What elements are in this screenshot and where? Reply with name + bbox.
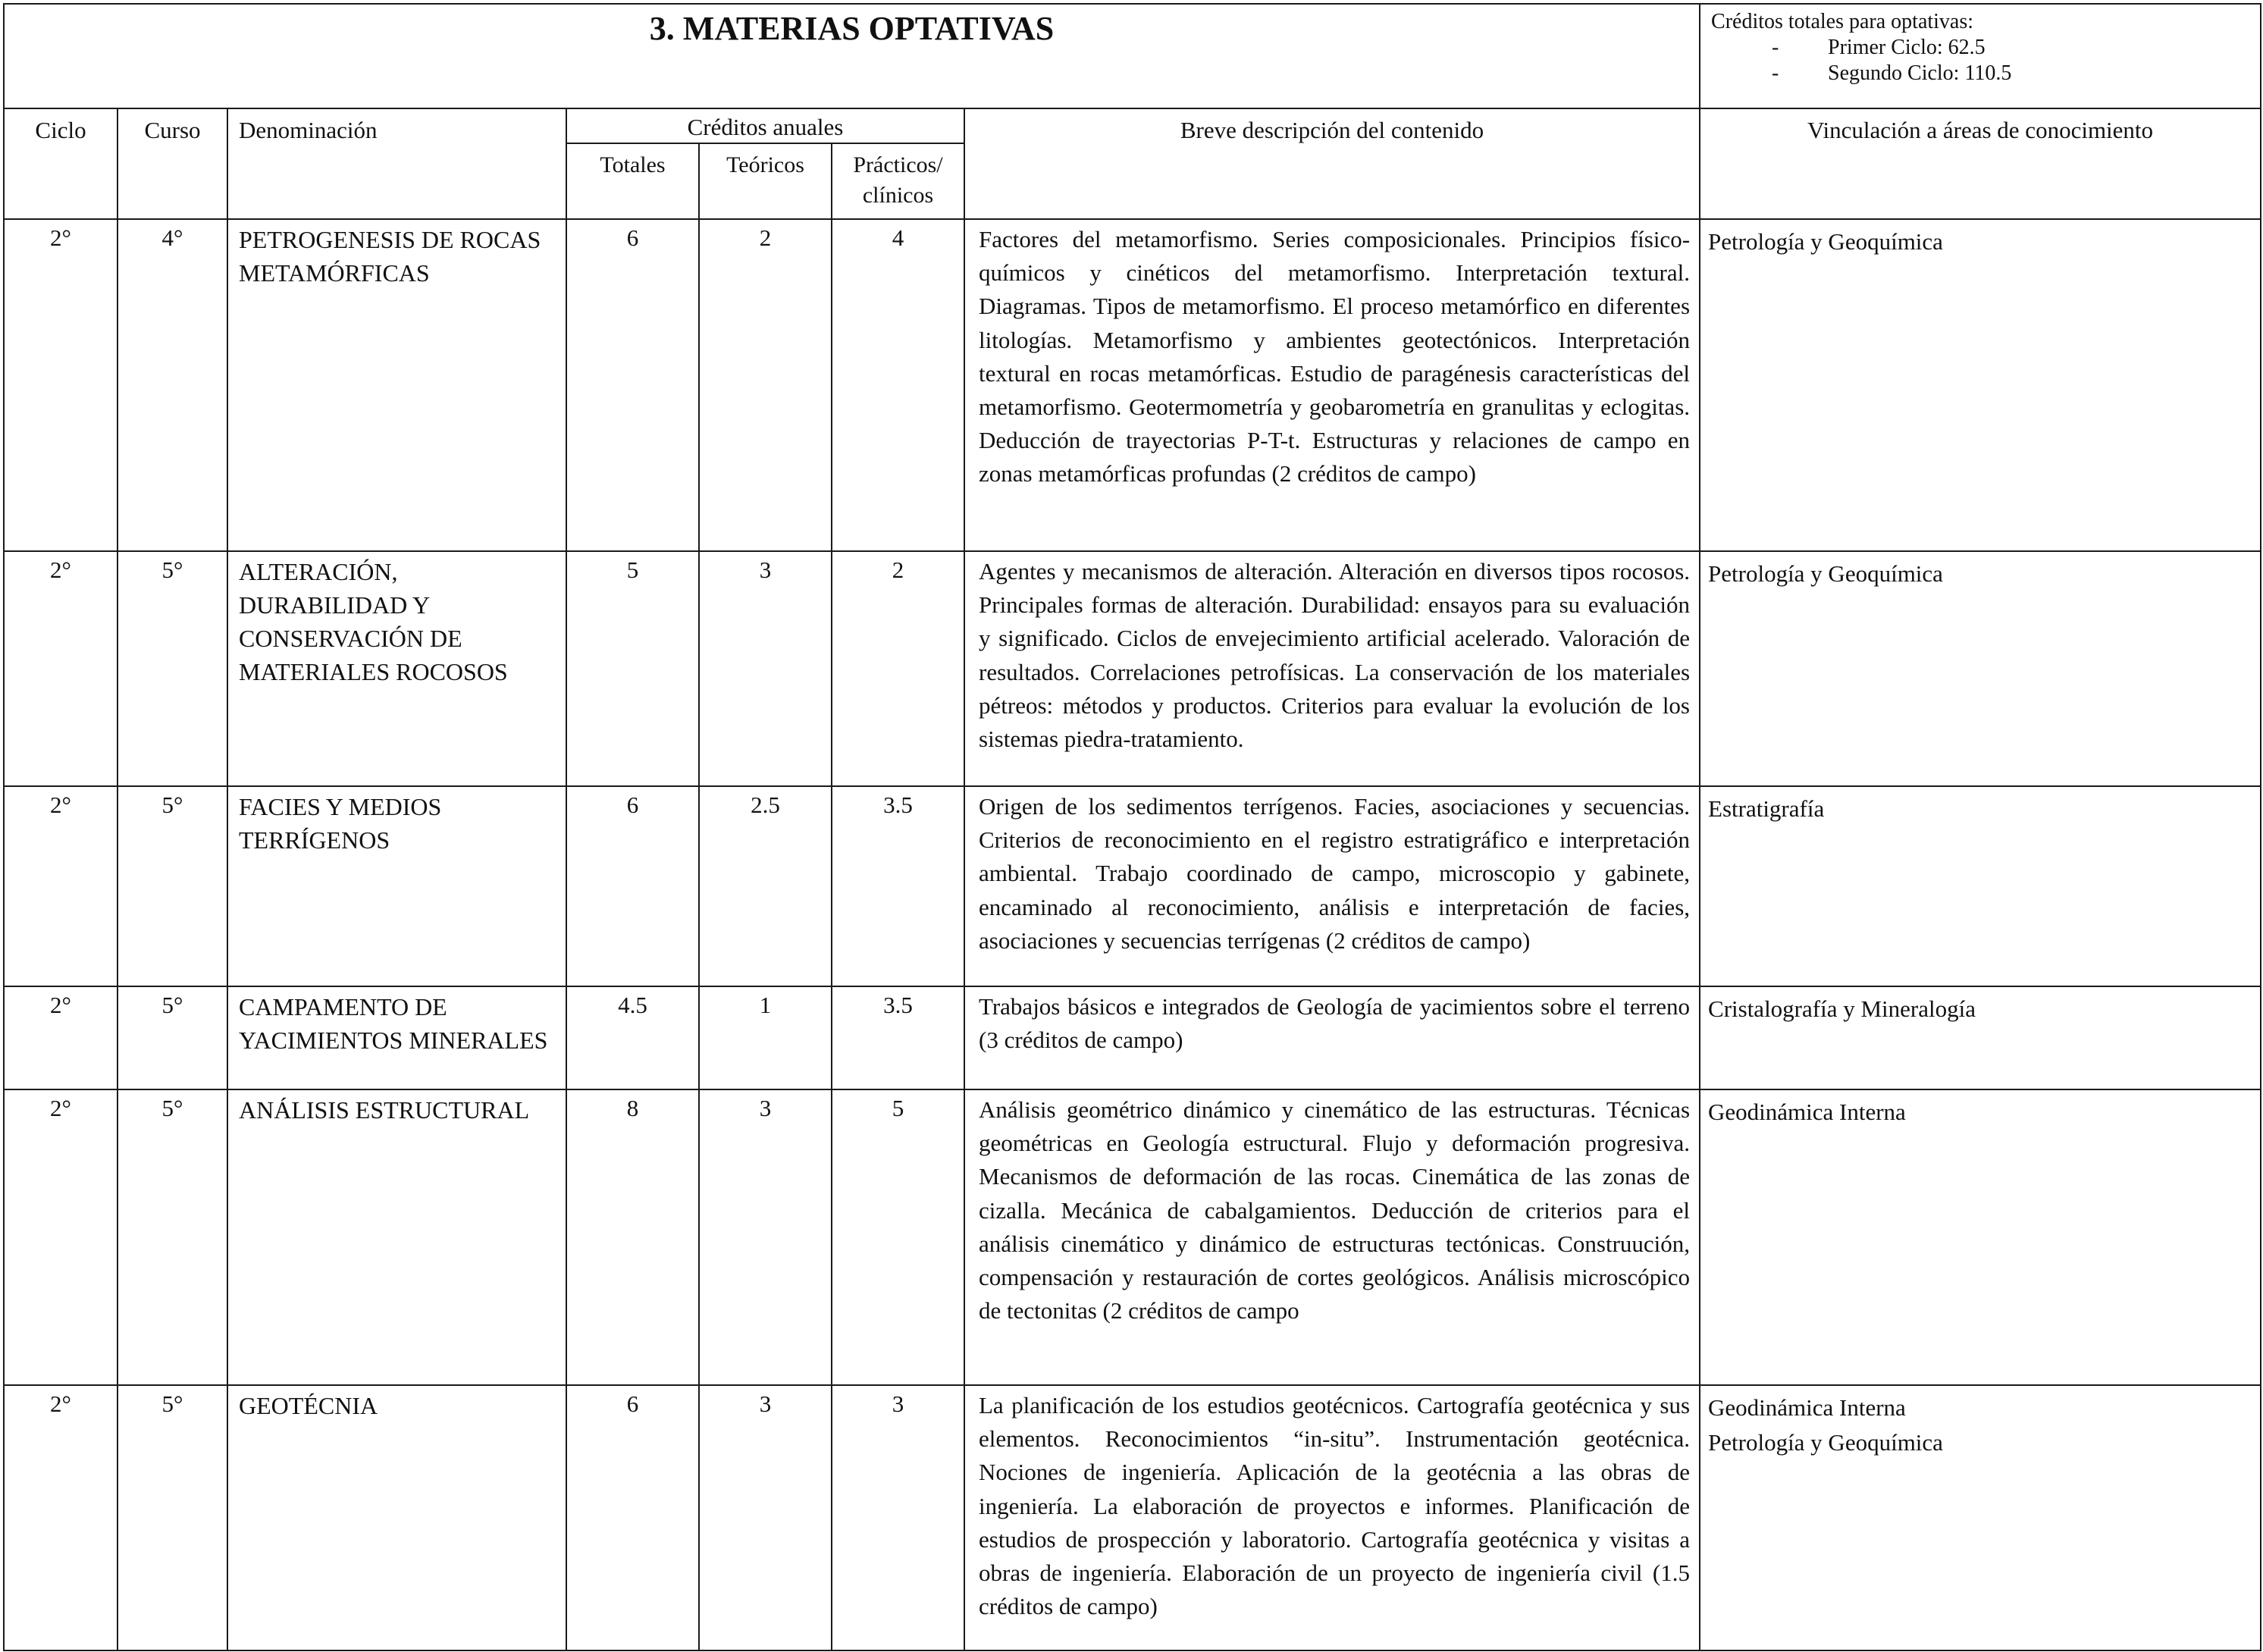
area-name: Petrología y Geoquímica: [1708, 228, 1943, 255]
subjects-table: [3, 3, 2261, 1651]
header-descripcion: Breve descripción del contenido: [964, 108, 1700, 219]
table-row: [4, 986, 2261, 1089]
cell-curso: 5°: [118, 1089, 227, 1385]
table-row: [4, 786, 2261, 986]
cell-vinculacion: [1700, 986, 2261, 1089]
cell-totales: 5: [566, 551, 699, 786]
cell-descripcion: Factores del metamorfismo. Series composicionales. Principios físico-químicos y cinéticos del metamorfismo. Interpretación textural. Diagramas. Tipos de metamorfismo. El proceso metamórfico en diferentes litologías. Metamorfismo y ambientes geotectónicos. Interpretación textural en rocas metamórficas. Estudio de paragénesis características del metamorfismo. Geotermometría y geobarometría en granulitas y eclogitas. Deducción de trayectorias P-T-t. Estructuras y relaciones de campo en zonas metamórficas profundas (2 créditos de campo): [964, 219, 1700, 551]
area-name: Geodinámica Interna: [1708, 1394, 1906, 1421]
cell-totales: 6: [566, 1385, 699, 1650]
cell-ciclo: 2°: [4, 219, 118, 551]
table-row: [4, 219, 2261, 551]
cell-totales: 8: [566, 1089, 699, 1385]
cell-denominacion: ALTERACIÓN, DURABILIDAD Y CONSERVACIÓN DE MATERIALES ROCOSOS: [227, 551, 566, 786]
cell-practicos: 4: [832, 219, 964, 551]
cell-descripcion: Trabajos básicos e integrados de Geología de yacimientos sobre el terreno (3 créditos de campo): [964, 986, 1700, 1089]
cell-curso: 5°: [118, 786, 227, 986]
cell-vinculacion: [1700, 219, 2261, 551]
cell-teoricos: 1: [699, 986, 832, 1089]
cell-curso: 5°: [118, 986, 227, 1089]
cell-totales: 4.5: [566, 986, 699, 1089]
cell-vinculacion: [1700, 1089, 2261, 1385]
header-totales: Totales: [566, 143, 699, 219]
cell-teoricos: 2: [699, 219, 832, 551]
cell-teoricos: 3: [699, 551, 832, 786]
cell-teoricos: 3: [699, 1385, 832, 1650]
table-row: [4, 1385, 2261, 1650]
cell-totales: 6: [566, 219, 699, 551]
cell-descripcion: Agentes y mecanismos de alteración. Alteración en diversos tipos rocosos. Principales formas de alteración. Durabilidad: ensayos para su evaluación y significado. Ciclos de envejecimiento artificial acelerado. Valoración de resultados. Correlaciones petrofísicas. La conservación de los materiales pétreos: métodos y productos. Criterios para evaluar la evolución de los sistemas piedra-tratamiento.: [964, 551, 1700, 786]
cell-ciclo: 2°: [4, 551, 118, 786]
cell-practicos: 3: [832, 1385, 964, 1650]
cell-descripcion: Análisis geométrico dinámico y cinemático de las estructuras. Técnicas geométricas en Geología estructural. Flujo y deformación progresiva. Mecanismos de deformación de las rocas. Cinemática de las zonas de cizalla. Mecánica de cabalgamientos. Deducción de criterios para el análisis cinemático y dinámico de estructuras tectónicas. Construución, compensación y restauración de cortes geológicos. Análisis microscópico de tectonitas (2 créditos de campo: [964, 1089, 1700, 1385]
header-ciclo: Ciclo: [4, 108, 118, 219]
table-row: [4, 1089, 2261, 1385]
header-teoricos: Teóricos: [699, 143, 832, 219]
cell-denominacion: GEOTÉCNIA: [227, 1385, 566, 1650]
cell-practicos: 3.5: [832, 986, 964, 1089]
cell-denominacion: PETROGENESIS DE ROCAS METAMÓRFICAS: [227, 219, 566, 551]
cell-curso: 5°: [118, 551, 227, 786]
cell-vinculacion: [1700, 551, 2261, 786]
first-cycle-credits: - Primer Ciclo: 62.5: [1711, 35, 2249, 61]
second-cycle-credits: - Segundo Ciclo: 110.5: [1711, 61, 2249, 86]
header-denominacion: Denominación: [227, 108, 566, 219]
area-name: Petrología y Geoquímica: [1708, 560, 1943, 587]
area-name: Petrología y Geoquímica: [1708, 1429, 1943, 1456]
cell-denominacion: CAMPAMENTO DE YACIMIENTOS MINERALES: [227, 986, 566, 1089]
page-title: 3. MATERIAS OPTATIVAS: [4, 4, 1700, 108]
header-creditos-anuales: Créditos anuales: [566, 108, 964, 143]
cell-denominacion: ANÁLISIS ESTRUCTURAL: [227, 1089, 566, 1385]
optional-subjects-page: [3, 3, 2260, 1651]
cell-curso: 5°: [118, 1385, 227, 1650]
cell-curso: 4°: [118, 219, 227, 551]
cell-denominacion: FACIES Y MEDIOS TERRÍGENOS: [227, 786, 566, 986]
cell-descripcion: La planificación de los estudios geotécnicos. Cartografía geotécnica y sus elementos. Reconocimientos “in-situ”. Instrumentación geotécnica. Nociones de ingeniería. Aplicación de la geotécnia a las obras de ingeniería. La elaboración de proyectos e informes. Planificación de estudios de prospección y laboratorio. Cartografía geotécnica y visitas a obras de ingeniería. Elaboración de un proyecto de ingeniería civil (1.5 créditos de campo): [964, 1385, 1700, 1650]
cell-practicos: 3.5: [832, 786, 964, 986]
cell-ciclo: 2°: [4, 986, 118, 1089]
cell-teoricos: 2.5: [699, 786, 832, 986]
cell-vinculacion: [1700, 786, 2261, 986]
area-name: Cristalografía y Mineralogía: [1708, 995, 1976, 1022]
total-credits-label: Créditos totales para optativas:: [1711, 10, 1974, 33]
header-practicos: Prácticos/ clínicos: [832, 143, 964, 219]
area-name: Geodinámica Interna: [1708, 1099, 1906, 1125]
header-curso: Curso: [118, 108, 227, 219]
header-vinculacion: Vinculación a áreas de conocimiento: [1700, 108, 2261, 219]
cell-descripcion: Origen de los sedimentos terrígenos. Facies, asociaciones y secuencias. Criterios de reconocimiento en el registro estratigráfico e interpretación ambiental. Trabajo coordinado de campo, microscopio y gabinete, encaminado al reconocimiento, análisis e interpretación de facies, asociaciones y secuencias terrígenas (2 créditos de campo): [964, 786, 1700, 986]
total-credits-box: [1700, 4, 2261, 108]
cell-totales: 6: [566, 786, 699, 986]
cell-vinculacion: [1700, 1385, 2261, 1650]
cell-ciclo: 2°: [4, 786, 118, 986]
cell-practicos: 5: [832, 1089, 964, 1385]
cell-ciclo: 2°: [4, 1089, 118, 1385]
cell-practicos: 2: [832, 551, 964, 786]
cell-ciclo: 2°: [4, 1385, 118, 1650]
cell-teoricos: 3: [699, 1089, 832, 1385]
area-name: Estratigrafía: [1708, 795, 1825, 822]
table-row: [4, 551, 2261, 786]
